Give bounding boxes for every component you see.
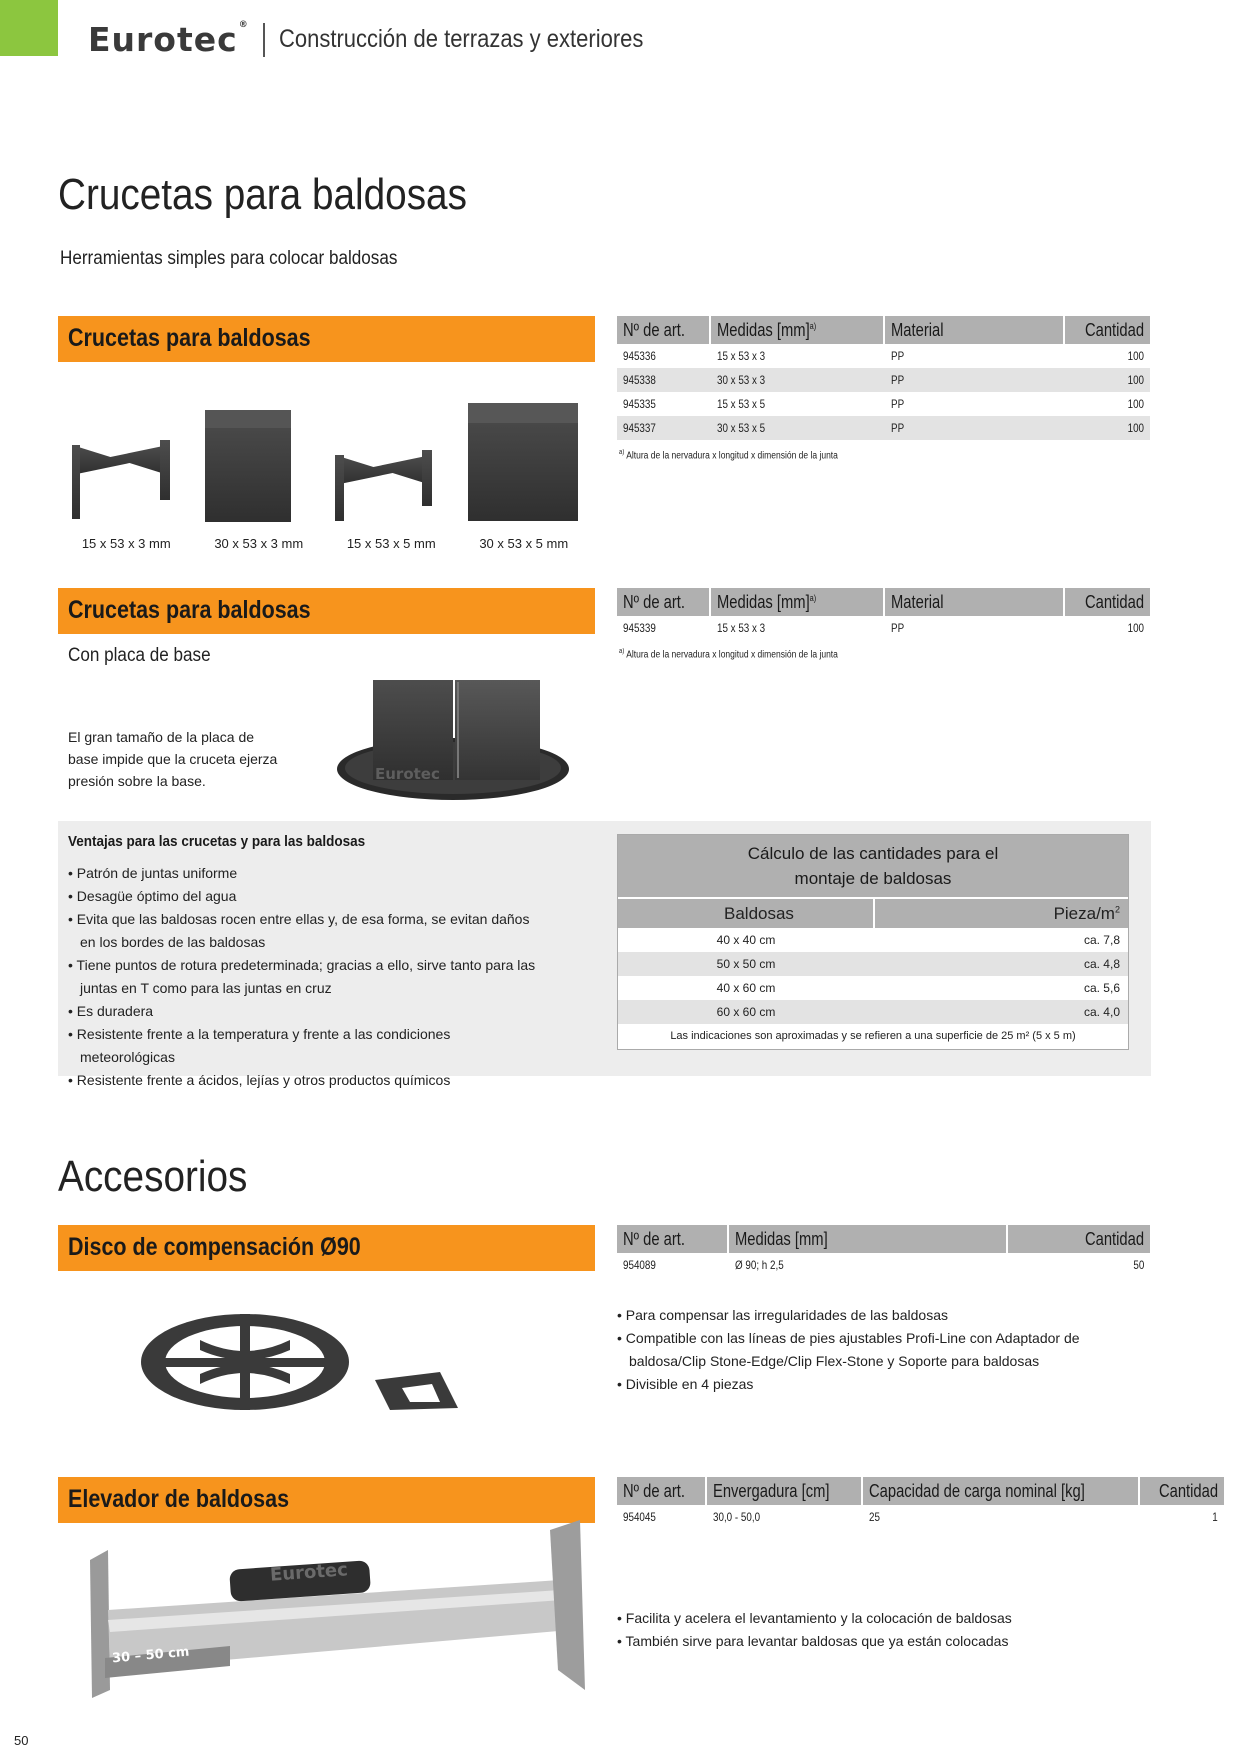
advantages-list — [68, 862, 548, 1092]
tile-lifter-image — [80, 1520, 590, 1700]
list-item: • Divisible en 4 piezas — [617, 1373, 1157, 1396]
spacer-captions — [60, 536, 590, 551]
section-bar-elevador: Elevador de baldosas — [58, 1477, 595, 1523]
table-row: 945336 15 x 53 x 3 PP 100 — [623, 349, 1144, 363]
image-brand: Eurotec — [269, 1559, 349, 1586]
table-elevador: Nº de art. Envergadura [cm] Capacidad de carga nominal [kg] Cantidad 954045 30,0 - 50,0 25 1 — [617, 1477, 1224, 1529]
advantages-title: Ventajas para las crucetas y para las baldosas — [68, 833, 366, 850]
caption-3: 15 x 53 x 5 mm — [346, 536, 436, 551]
list-item: • Tiene puntos de rotura predeterminada; gracias a ello, sirve tanto para las juntas en T como para las juntas en cruz — [68, 954, 548, 1000]
table-crucetas: Nº de art. Medidas [mm]$^{a)}$ Material Cantidad 945336 15 x 53 x 3 PP 100 945338 30 x 53 x 3 PP 100 945335 15 x 53 x 5 PP 100 945337 30 x 53 x 5 PP 100 — [617, 316, 1150, 440]
section-bar-crucetas: Crucetas para baldosas — [58, 316, 595, 362]
page-subtitle: Herramientas simples para colocar baldosas — [60, 248, 398, 269]
list-item: • Facilita y acelera el levantamiento y la colocación de baldosas — [617, 1607, 1157, 1630]
section2-subtitle: Con placa de base — [68, 645, 211, 666]
list-item: • Patrón de juntas uniforme — [68, 862, 548, 885]
header-section-title: Construcción de terrazas y exteriores — [278, 25, 644, 53]
quantity-calc-table: Cálculo de las cantidades para el montaje de baldosas Baldosas Pieza/$m^2$ 40 x 40 cm ca. 7,8 50 x 50 cm ca. 4,8 40 x 60 cm ca. 5,6 60 x 60 cm ca. 4,0 Las indicaciones son aproximadas y se refieren a una superficie de 25 m² (5 x 5 m) — [617, 834, 1129, 1050]
table-row: 945339 15 x 53 x 3 PP 100 — [623, 621, 1144, 635]
quantity-calc-title: Cálculo de las cantidades para el montaje de baldosas — [618, 835, 1128, 897]
table-row: 40 x 60 cm ca. 5,6 — [716, 981, 1120, 995]
list-item: • Compatible con las líneas de pies ajustables Profi-Line con Adaptador de baldosa/Clip Stone-Edge/Clip Flex-Stone y Soporte para baldosas — [617, 1327, 1157, 1373]
accessories-title: Accesorios — [58, 1152, 248, 1201]
elevador-bullets — [617, 1607, 1157, 1653]
section2-description: El gran tamaño de la placa de base impide que la cruceta ejerza presión sobre la base. — [68, 729, 278, 789]
footnote-1: $^{a)}$ Altura de la nervadura x longitud x dimensión de la junta — [619, 449, 838, 462]
table-row: 945335 15 x 53 x 5 PP 100 — [623, 397, 1144, 411]
list-item: • Resistente frente a ácidos, lejías y otros productos químicos — [68, 1069, 548, 1092]
disco-bullets — [617, 1304, 1157, 1396]
section-bar-disco: Disco de compensación Ø90 — [58, 1225, 595, 1271]
table-row: 954089 Ø 90; h 2,5 50 — [623, 1258, 1144, 1272]
header — [88, 20, 693, 59]
caption-2: 30 x 53 x 3 mm — [214, 536, 304, 551]
brand-logo: Eurotec® — [88, 20, 249, 59]
list-item: • Desagüe óptimo del agua — [68, 885, 548, 908]
header-divider — [263, 23, 265, 57]
table-row: 40 x 40 cm ca. 7,8 — [716, 933, 1120, 947]
table-crucetas-base: Nº de art. Medidas [mm]$^{a)}$ Material Cantidad 945339 15 x 53 x 3 PP 100 — [617, 588, 1150, 640]
table-row: 945337 30 x 53 x 5 PP 100 — [617, 416, 1150, 440]
list-item: • Resistente frente a la temperatura y frente a las condiciones meteorológicas — [68, 1023, 548, 1069]
image-label: 30 – 50 cm — [111, 1644, 191, 1667]
table-row: 954045 30,0 - 50,0 25 1 — [623, 1510, 1218, 1524]
quantity-calc-note: Las indicaciones son aproximadas y se refieren a una superficie de 25 m² (5 x 5 m) — [670, 1030, 1076, 1042]
page-number: 50 — [14, 1733, 29, 1748]
section-bar-crucetas-base: Crucetas para baldosas — [58, 588, 595, 634]
table-disco: Nº de art. Medidas [mm] Cantidad 954089 Ø 90; h 2,5 50 — [617, 1225, 1150, 1277]
green-corner-tab — [0, 0, 58, 56]
spacers-image — [60, 395, 590, 525]
footnote-2: $^{a)}$ Altura de la nervadura x longitud x dimensión de la junta — [619, 648, 838, 661]
list-item: • Es duradera — [68, 1000, 548, 1023]
disc-image — [140, 1310, 470, 1420]
image-brand: Eurotec — [375, 765, 440, 783]
caption-4: 30 x 53 x 5 mm — [479, 536, 569, 551]
list-item: • Para compensar las irregularidades de las baldosas — [617, 1304, 1157, 1327]
list-item: • También sirve para levantar baldosas que ya están colocadas — [617, 1630, 1157, 1653]
table-row: 945338 30 x 53 x 3 PP 100 — [617, 368, 1150, 392]
table-row: 60 x 60 cm ca. 4,0 — [618, 1000, 1128, 1024]
base-spacer-image — [335, 672, 575, 804]
list-item: • Evita que las baldosas rocen entre ellas y, de esa forma, se evitan daños en los bordes de las baldosas — [68, 908, 548, 954]
page-title: Crucetas para baldosas — [58, 170, 467, 219]
caption-1: 15 x 53 x 3 mm — [81, 536, 171, 551]
table-row: 50 x 50 cm ca. 4,8 — [618, 952, 1128, 976]
